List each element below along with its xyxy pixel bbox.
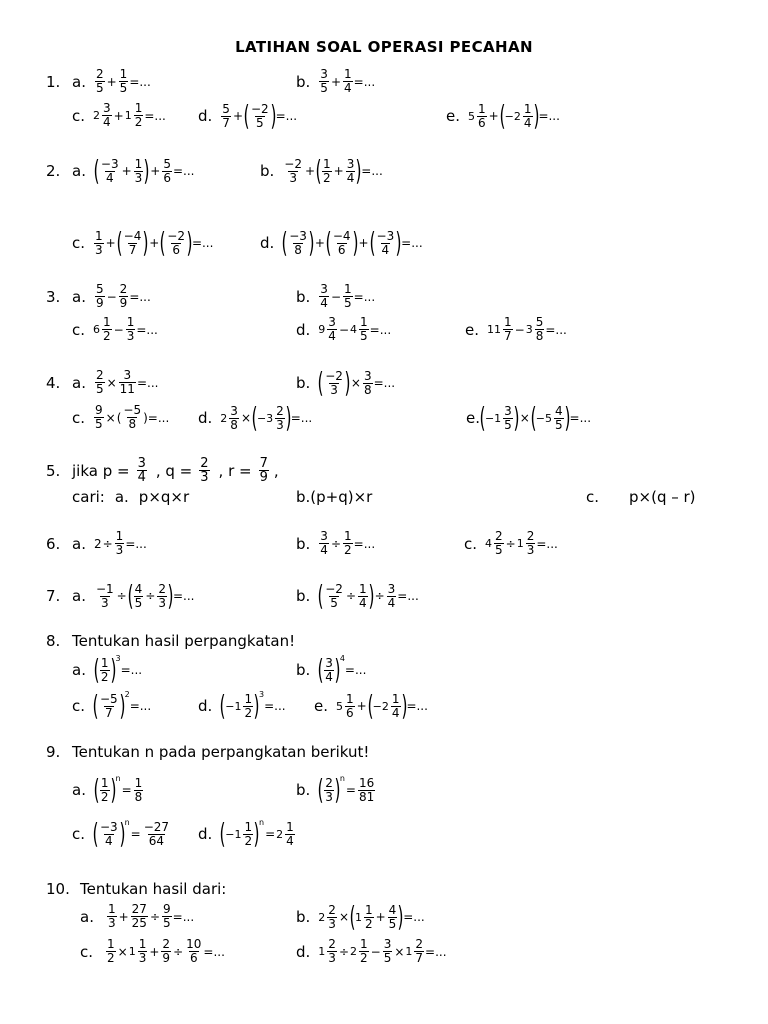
q8-a (72, 653, 143, 686)
q2-a (46, 154, 195, 187)
q9-a (72, 773, 144, 806)
expression: ( −3 8 ) + ( −4 6 ) + ( −3 4 ) =... (281, 226, 423, 259)
instruction-text: Tentukan n pada perpangkatan berikut! (72, 743, 370, 761)
q6-a (46, 530, 147, 557)
q5-r: , r = (218, 461, 252, 480)
q1-a (46, 68, 151, 95)
label-a: a. (72, 587, 86, 605)
label-c: c. (586, 488, 600, 506)
label-c: c. (72, 697, 86, 715)
expression: ( 1 2 ) 3 =... (93, 653, 143, 686)
expression: $\frac{1}{2}$ × 1 1 3 + $\frac{2}{9}$ ÷ $\frac{10}{6}$ =... (107, 937, 225, 965)
q3-d (296, 316, 391, 343)
label-d: d. (198, 409, 213, 427)
q10-a (80, 903, 194, 930)
q1-b (296, 68, 375, 95)
q5-c (586, 488, 696, 506)
label-d: d. (198, 697, 213, 715)
label-c: c. (464, 534, 478, 553)
expression: ( −1 3 5 ) × ( −5 4 5 ) =... (479, 401, 592, 434)
q10-instruction (46, 880, 226, 898)
q5-line2 (72, 488, 189, 506)
q10-d (296, 938, 447, 965)
label-a: a. (72, 162, 86, 180)
q4-a (46, 369, 158, 396)
expression: ( 1 2 ) n = $\frac{1}{8}$ (93, 773, 143, 806)
q3-b (296, 283, 375, 310)
q9-instruction (46, 743, 369, 761)
question-number: 6. (46, 534, 61, 553)
q1-d (198, 99, 298, 132)
expression: 5 7 + ( −2 5 ) =... (222, 99, 298, 132)
label-b: b. (260, 162, 275, 180)
expression: ( −3 4 + $\frac{1}{3}$ ) + $\frac{5}{6}$ =... (93, 154, 195, 187)
q5-c-expression: p×(q – r) (629, 488, 696, 506)
label-a: a. (72, 72, 86, 91)
q9-d (198, 817, 296, 850)
question-number: 10. (46, 880, 70, 898)
expression: ( 2 3 ) n = $\frac{16}{81}$ (317, 773, 375, 806)
q6-b (296, 530, 375, 557)
expression: ( 3 4 ) 4 =... (317, 653, 367, 686)
label-d: d. (198, 107, 213, 125)
q5-line1 (46, 457, 279, 484)
question-number: 5. (46, 461, 61, 480)
q9-c (72, 817, 171, 850)
label-a: a. (72, 781, 86, 799)
question-number: 8. (46, 632, 61, 650)
q2-b (260, 154, 383, 187)
expression: 2 5 + $\frac{1}{5}$ =... (95, 67, 151, 95)
expression: 1 3 + $\frac{27}{25}$ ÷ $\frac{9}{5}$ =... (107, 902, 195, 930)
expression: 1 $\frac{2}{3}$ ÷ 2 1 2 − $\frac{3}{5}$ × 1 $\frac{2}{7}$ =... (318, 937, 447, 965)
q4-b (296, 366, 396, 399)
expression: $\frac{3}{4}$ ÷ $\frac{1}{2}$ =... (320, 529, 376, 557)
label-b: b. (296, 587, 311, 605)
instruction-text: Tentukan hasil perpangkatan! (72, 632, 296, 650)
expression: 2 $\frac{3}{8}$ × ( −3 2 3 ) =... (220, 401, 313, 434)
label-e: e. (465, 320, 479, 339)
q4-c (72, 404, 169, 431)
q5-q: , q = (155, 461, 193, 480)
q8-e (314, 689, 428, 722)
label-c: c. (72, 825, 86, 843)
question-number: 2. (46, 162, 61, 180)
expression: ( −5 7 ) 2 =... (92, 689, 152, 722)
question-number: 4. (46, 373, 61, 392)
label-e: e. (446, 107, 460, 125)
expression: 2 3 4 + 1 $\frac{1}{2}$ =... (93, 101, 166, 129)
expression: $\frac{2}{5}$ × $\frac{3}{11}$ =... (95, 368, 159, 396)
q5-a-expression: p×q×r (138, 488, 190, 506)
q7-b (296, 579, 419, 612)
label-b: b. (296, 908, 311, 926)
q1-e (446, 99, 560, 132)
expression: $\frac{9}{5}$ × ( −5 8 ) =... (95, 403, 170, 431)
label-d: d. (296, 942, 311, 961)
question-number: 3. (46, 287, 61, 306)
label-b: b. (296, 661, 311, 679)
q5-cari: cari: (72, 488, 105, 506)
expression: 9 3 4 − 4 $\frac{1}{5}$ =... (318, 315, 392, 343)
question-number: 7. (46, 587, 61, 605)
instruction-text: Tentukan hasil dari: (80, 880, 227, 898)
label-b: b. (296, 287, 311, 306)
label-c: c. (72, 320, 86, 339)
expression: −2 3 + ( 1 2 + $\frac{3}{4}$ ) =... (284, 154, 383, 187)
q2-d (260, 226, 423, 259)
expression: 2 $\frac{2}{3}$ × ( 1 1 2 + $\frac{4}{5}$ ) =... (318, 900, 425, 933)
q8-d (198, 689, 286, 722)
expression: 5 9 − $\frac{2}{9}$ =... (95, 282, 151, 310)
label-a: a. (72, 661, 86, 679)
q1-c (72, 102, 166, 129)
label-b: b. (296, 72, 311, 91)
expression: ( −2 3 ) × $\frac{3}{8}$ =... (317, 366, 396, 399)
expression: ( −3 4 ) n = $\frac{-27}{64}$ (92, 817, 170, 850)
q8-c (72, 689, 152, 722)
q5-b-expression: b.(p+q)×r (296, 488, 373, 506)
expression: 5 1 6 + ( −2 1 4 ) =... (468, 99, 560, 132)
expression: ( −1 1 2 ) 3 =... (219, 689, 286, 722)
page-title: LATIHAN SOAL OPERASI PECAHAN (235, 38, 533, 56)
label-a: a. (72, 287, 86, 306)
question-number: 1. (46, 72, 61, 91)
q3-c (72, 316, 158, 343)
q5-b (296, 488, 372, 506)
expression: $\frac{-1}{3}$ ÷ ( $\frac{4}{5}$ ÷ $\frac{2}{3}$ ) =... (95, 579, 195, 612)
label-d: d. (260, 234, 275, 252)
q10-b (296, 900, 425, 933)
q5-jika: jika p = (72, 461, 130, 480)
fraction-p: $\frac{3}{4}$ (137, 456, 146, 485)
q10-c (80, 938, 225, 965)
q8-instruction (46, 632, 295, 650)
q2-c (72, 226, 214, 259)
expression: 3 5 + $\frac{1}{4}$ =... (320, 67, 376, 95)
q4-e (466, 401, 592, 434)
label-b: b. (296, 781, 311, 799)
label-d: d. (198, 825, 213, 843)
q3-a (46, 283, 151, 310)
label-c: c. (72, 234, 86, 252)
q5-comma: , (273, 461, 279, 480)
expression: 2 ÷ $\frac{1}{3}$ =... (93, 529, 147, 557)
label-a: a. (72, 373, 86, 392)
label-a: a. (72, 534, 86, 553)
expression: ( $\frac{-2}{5}$ ÷ $\frac{1}{4}$ ) ÷ $\frac{3}{4}$ =... (317, 579, 419, 612)
label-b: b. (296, 534, 311, 553)
q3-e (465, 316, 567, 343)
label-a: a. (80, 907, 94, 926)
q8-b (296, 653, 367, 686)
expression: 3 4 − $\frac{1}{5}$ =... (320, 282, 376, 310)
question-number: 9. (46, 743, 61, 761)
expression: 11 1 7 − 3 $\frac{5}{8}$ =... (487, 315, 567, 343)
label-e: e. (466, 409, 480, 427)
label-c: c. (72, 106, 86, 125)
label-d: d. (296, 320, 311, 339)
fraction-q: $\frac{2}{3}$ (200, 456, 209, 485)
fraction: $\frac{1}{5}$ (119, 67, 128, 95)
label-a: a. (114, 488, 129, 506)
label-e: e. (314, 697, 328, 715)
q7-a (46, 579, 195, 612)
expression: 4 $\frac{2}{5}$ ÷ 1 $\frac{2}{3}$ =... (485, 529, 558, 557)
q9-b (296, 773, 376, 806)
q6-c (464, 530, 558, 557)
fraction: 2 5 (95, 67, 104, 95)
label-c: c. (72, 408, 86, 427)
label-c: c. (80, 942, 94, 961)
label-b: b. (296, 374, 311, 392)
expression: ( −1 1 2 ) n = 2 1 4 (219, 817, 294, 850)
expression: 6 1 2 − $\frac{1}{3}$ =... (93, 315, 158, 343)
expression: 1 3 + ( −4 7 ) + ( −2 6 ) =... (95, 226, 214, 259)
fraction-r: $\frac{7}{9}$ (259, 456, 268, 485)
expression: 5 1 6 + ( −2 1 4 ) =... (336, 689, 428, 722)
q4-d (198, 401, 313, 434)
